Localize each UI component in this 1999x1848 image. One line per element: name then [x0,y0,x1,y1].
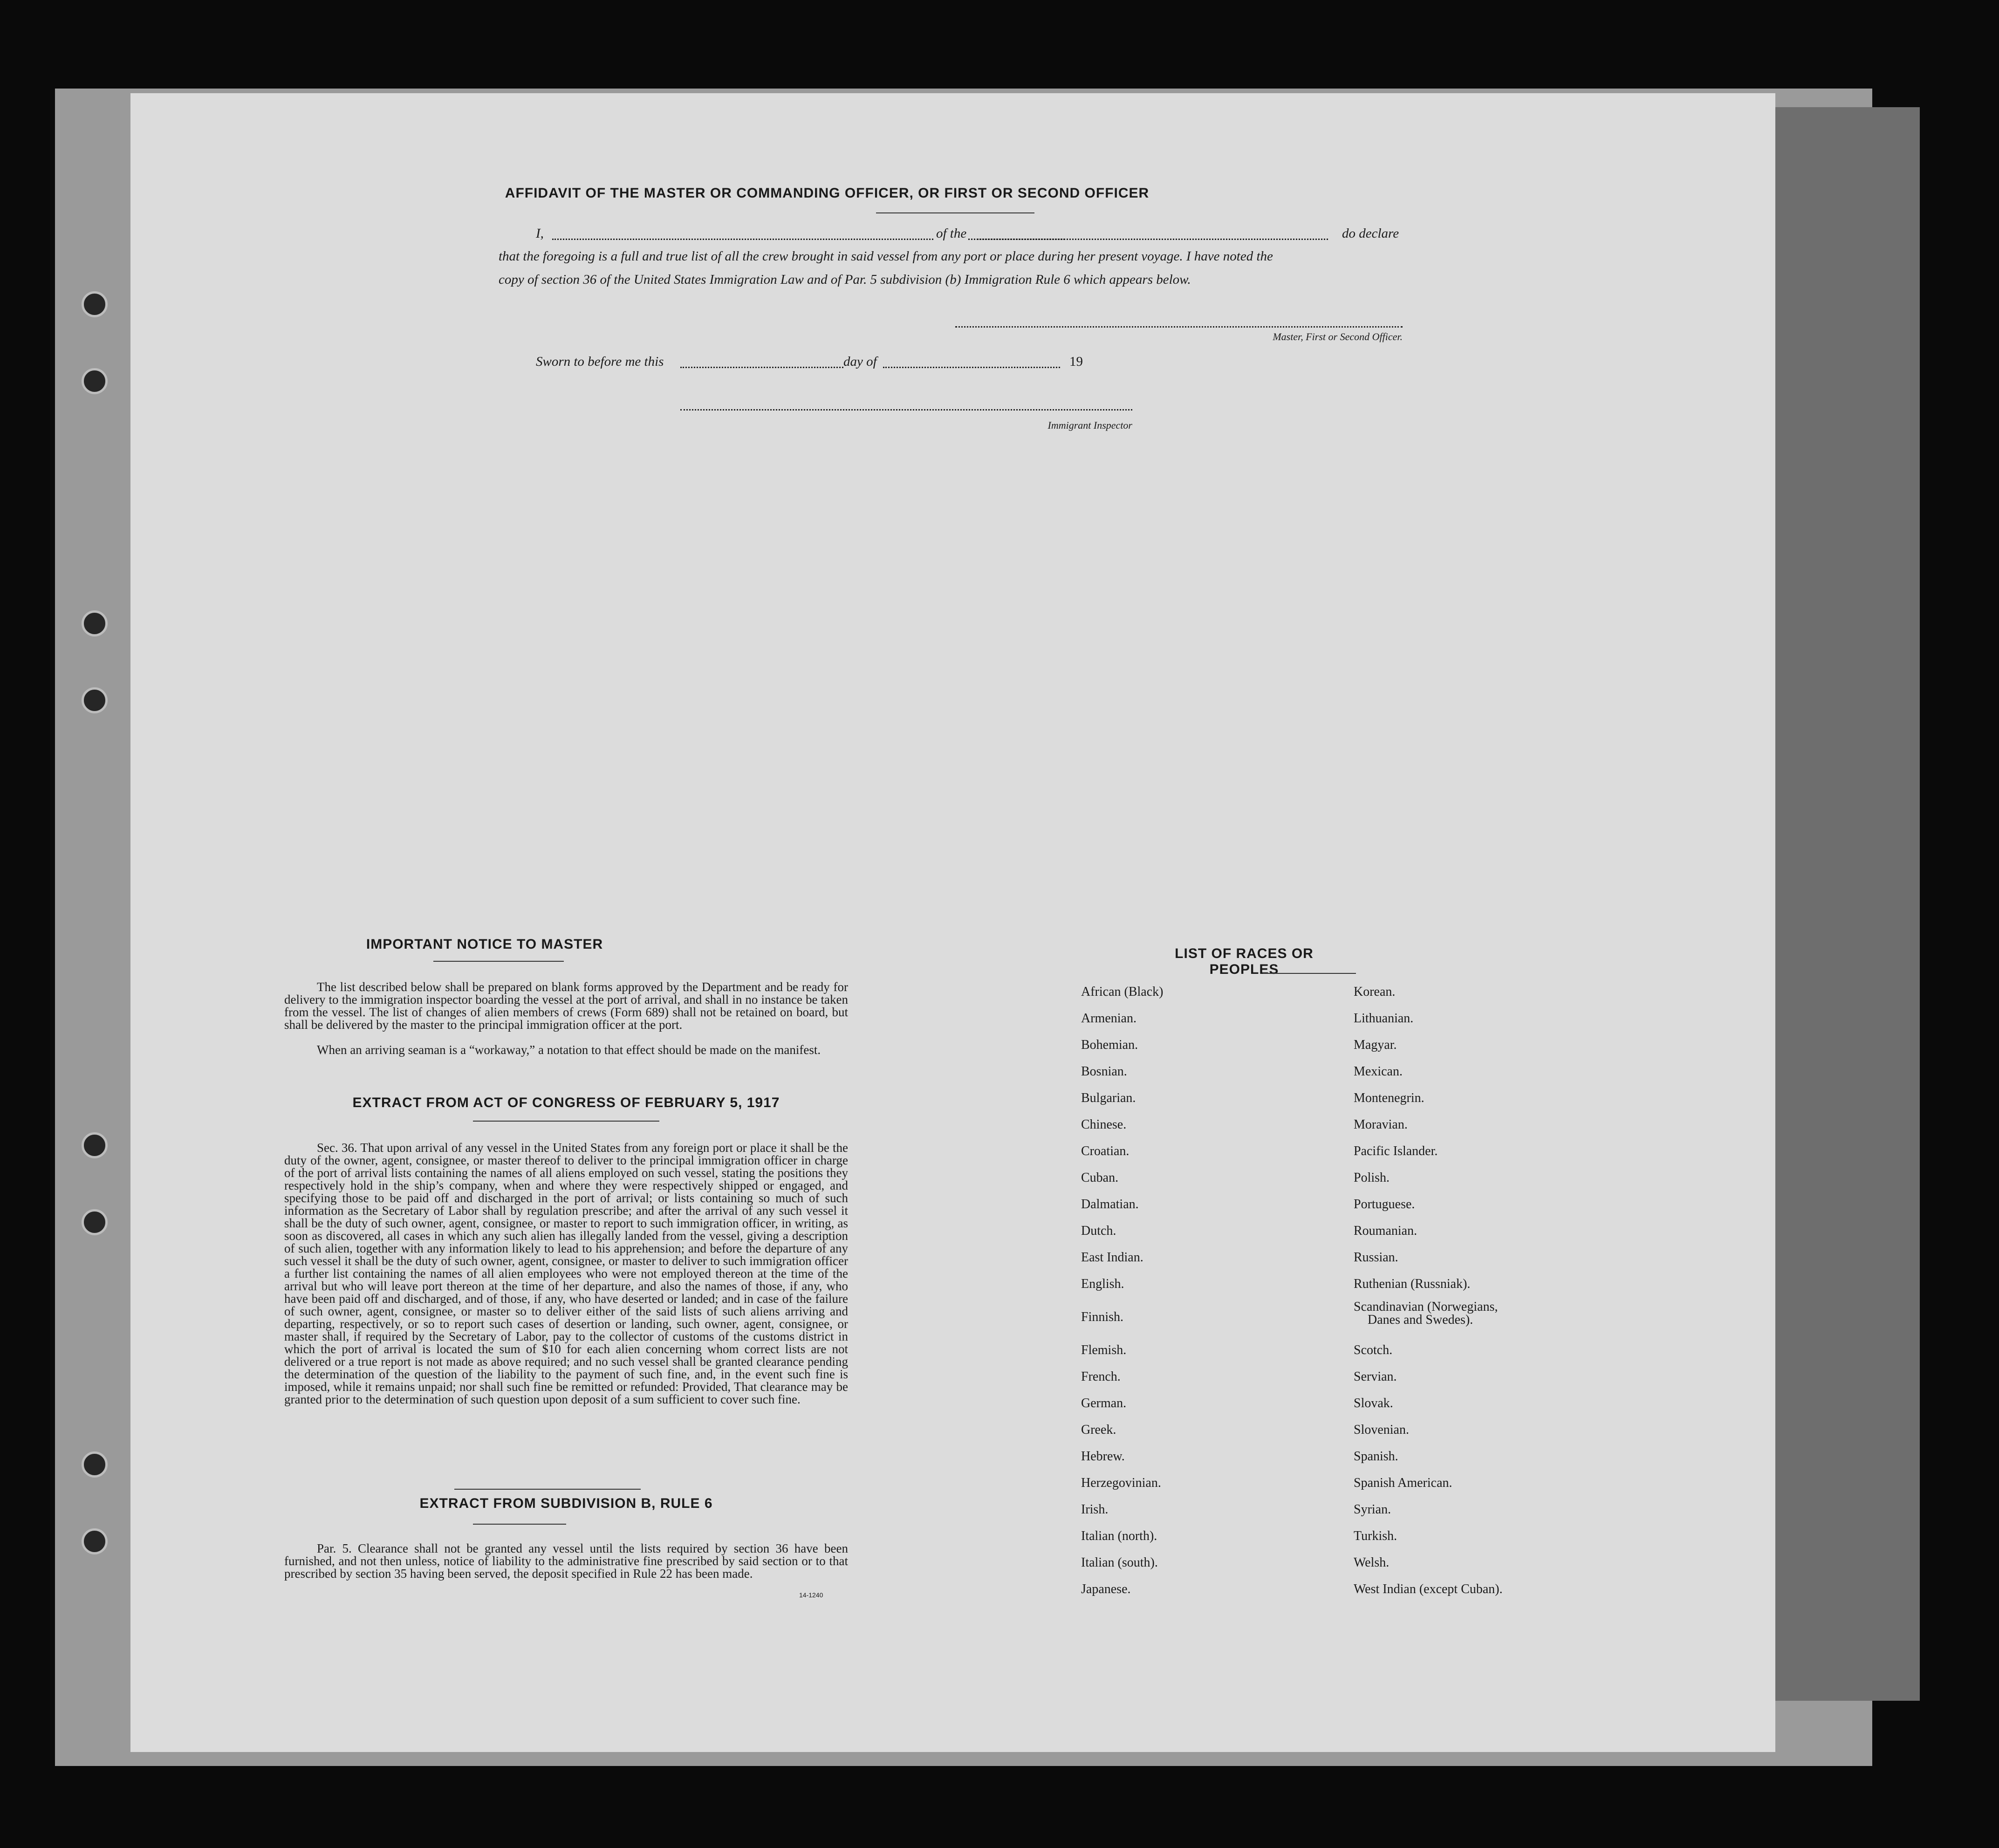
race-item: Herzegovinian. [1081,1476,1161,1490]
inspector-signature-line[interactable] [680,409,1132,411]
notice-paragraph-1: The list described below shall be prepared on blank forms approved by the Department and be ready for delivery to the immigration inspector boarding the vessel at the port of arrival, and shall in no instance be taken from the vessel. The list of changes of alien members of crews (Form 689) shall not be retained on board, but shall be delivered by the master to the principal immigration officer at the port. [284,980,848,1032]
signature-line[interactable] [955,326,1403,328]
rule-extract-title: EXTRACT FROM SUBDIVISION B, RULE 6 [419,1496,713,1511]
race-item: Mexican. [1354,1064,1403,1079]
race-item: Pacific Islander. [1354,1144,1438,1158]
race-item: Syrian. [1354,1502,1391,1517]
race-item: French. [1081,1369,1121,1384]
race-item: Italian (south). [1081,1555,1158,1570]
affidavit-title: AFFIDAVIT OF THE MASTER OR COMMANDING OFFICER, OR FIRST OR SECOND OFFICER [505,185,1150,201]
race-item: Hebrew. [1081,1449,1125,1464]
manifest-page [130,93,1775,1752]
race-item: German. [1081,1396,1127,1410]
race-item: Finnish. [1081,1310,1124,1324]
races-left-column [1081,979,1163,1602]
race-item: Magyar. [1354,1038,1397,1052]
day-of-label: day of [843,354,877,369]
race-item: Chinese. [1081,1117,1127,1132]
races-title: LIST OF RACES OR PEOPLES [1175,946,1314,977]
race-item: Lithuanian. [1354,1011,1414,1026]
race-item: Polish. [1354,1170,1390,1185]
binder-hole [82,687,108,713]
race-item: West Indian (except Cuban). [1354,1582,1503,1596]
divider [473,1524,566,1525]
binder-hole [82,1132,108,1158]
binder-hole [82,610,108,637]
race-item: Danes and Swedes). [1368,1313,1473,1327]
race-item: Bulgarian. [1081,1091,1136,1105]
sworn-text: Sworn to before me this [536,354,664,369]
race-item: Dutch. [1081,1224,1116,1238]
affidavit-of-the: of the [934,226,968,241]
sworn-month-line[interactable] [883,367,1060,368]
rule-par-5-text: Par. 5. Clearance shall not be granted any vessel until the lists required by section 36 have been furnished, and not then unless, notice of liability to the administrative fine prescribed by said section or to that prescribed by section 35 having been served, the deposit specified in Rule 22 has been made. [284,1541,848,1581]
divider [433,961,564,962]
binder-hole [82,1528,108,1554]
act-section-36-text: Sec. 36. That upon arrival of any vessel in the United States from any foreign port or place it shall be the duty of the owner, agent, consignee, or master thereof to deliver to the principal immigration officer in charge of the port of arrival lists containing the names of all aliens employed on such vessel, stating the positions they respectively hold in the ship’s company, when and where they were respectively shipped or engaged, and specifying those to be paid off and discharged in the port of arrival; or lists containing so much of such information as the Secretary of Labor shall by regulation prescribe; and after the arrival of any such vessel it shall be the duty of such owner, agent, consignee, or master to report to such immigration officer, in writing, as soon as discovered, all cases in which any such alien has illegally landed from the vessel, giving a description of such alien, together with any information likely to lead to his apprehension; and before the departure of any such vessel it shall be the duty of such owner, agent, consignee, or master to deliver to such immigration officer a further list containing the names of all alien employees who were not employed thereon at the time of the arrival but who will leave port thereon at the time of her departure, and also the names of those, if any, who have been paid off and discharged, and of those, if any, who have deserted or landed; and in case of the failure of such owner, agent, consignee, or master so to deliver either of the said lists of such aliens arriving and departing, respectively, or so to report such cases of desertion or landing, such owner, agent, consignee, or master shall, if required by the Secretary of Labor, pay to the collector of customs of the customs district in which the port of arrival is located the sum of $10 for each alien concerning whom correct lists are not delivered or a true report is not made as above required; and no such vessel shall be granted clearance pending the determination of the question of the liability to the payment of such fine, and, in the event such fine is imposed, while it remains unpaid; nor shall such fine be remitted or refunded: Provided, That clearance may be granted prior to the determination of such question upon deposit of a sum sufficient to cover such fine. [284,1141,848,1406]
notice-paragraph-2: When an arriving seaman is a “workaway,” a notation to that effect should be made on the manifest. [317,1043,821,1057]
race-item: Roumanian. [1354,1224,1417,1238]
race-item: Montenegrin. [1354,1091,1424,1105]
race-item: Scandinavian (Norwegians, [1354,1300,1498,1314]
race-item: Turkish. [1354,1529,1397,1543]
race-item: Greek. [1081,1423,1116,1437]
divider [473,1121,659,1122]
race-item: Irish. [1081,1502,1109,1517]
inspector-label: Immigrant Inspector [1047,419,1132,431]
race-item: Scotch. [1354,1343,1393,1357]
year-prefix: 19 [1069,354,1083,369]
race-item: Japanese. [1081,1582,1131,1596]
vessel-blank-line[interactable] [974,239,1328,240]
race-item: East Indian. [1081,1250,1143,1265]
race-item: Dalmatian. [1081,1197,1139,1211]
divider [876,212,1034,213]
binder-hole [82,291,108,317]
race-item: African (Black) [1081,985,1164,999]
sworn-day-line[interactable] [680,367,843,368]
race-item: Armenian. [1081,1011,1136,1026]
affidavit-line3: copy of section 36 of the United States Immigration Law and of Par. 5 subdivision (b) Immigration Rule 6 which appears below. [499,272,1191,287]
race-item: Slovak. [1354,1396,1393,1410]
race-item: Croatian. [1081,1144,1130,1158]
affidavit-do-declare: do declare [1342,226,1399,241]
race-item: Spanish American. [1354,1476,1452,1490]
race-item: Russian. [1354,1250,1398,1265]
race-item: Flemish. [1081,1343,1127,1357]
divider [454,1489,641,1490]
form-number: 14-1240 [799,1591,823,1599]
race-item: Welsh. [1354,1555,1390,1570]
race-item: Cuban. [1081,1170,1119,1185]
binder-hole [82,1451,108,1478]
binder-hole [82,1209,108,1235]
race-item: Portuguese. [1354,1197,1415,1211]
race-item: English. [1081,1277,1124,1291]
binder-hole [82,368,108,394]
race-item: Ruthenian (Russniak). [1354,1277,1471,1291]
signer-label: Master, First or Second Officer. [1273,331,1403,342]
races-right-column [1354,979,1503,1602]
notice-title: IMPORTANT NOTICE TO MASTER [366,937,603,952]
act-extract-title: EXTRACT FROM ACT OF CONGRESS OF FEBRUARY 5, 1917 [352,1095,780,1110]
race-item: Korean. [1354,985,1396,999]
affidavit-line2: that the foregoing is a full and true list of all the crew brought in said vessel from any port or place during her present voyage. I have noted the [499,249,1273,264]
divider [1263,973,1356,974]
race-item: Moravian. [1354,1117,1408,1132]
race-item: Italian (north). [1081,1529,1157,1543]
race-item: Spanish. [1354,1449,1398,1464]
race-item: Servian. [1354,1369,1397,1384]
race-item: Slovenian. [1354,1423,1409,1437]
affidavit-i: I, [536,226,544,241]
race-item: Bosnian. [1081,1064,1127,1079]
race-item: Bohemian. [1081,1038,1138,1052]
